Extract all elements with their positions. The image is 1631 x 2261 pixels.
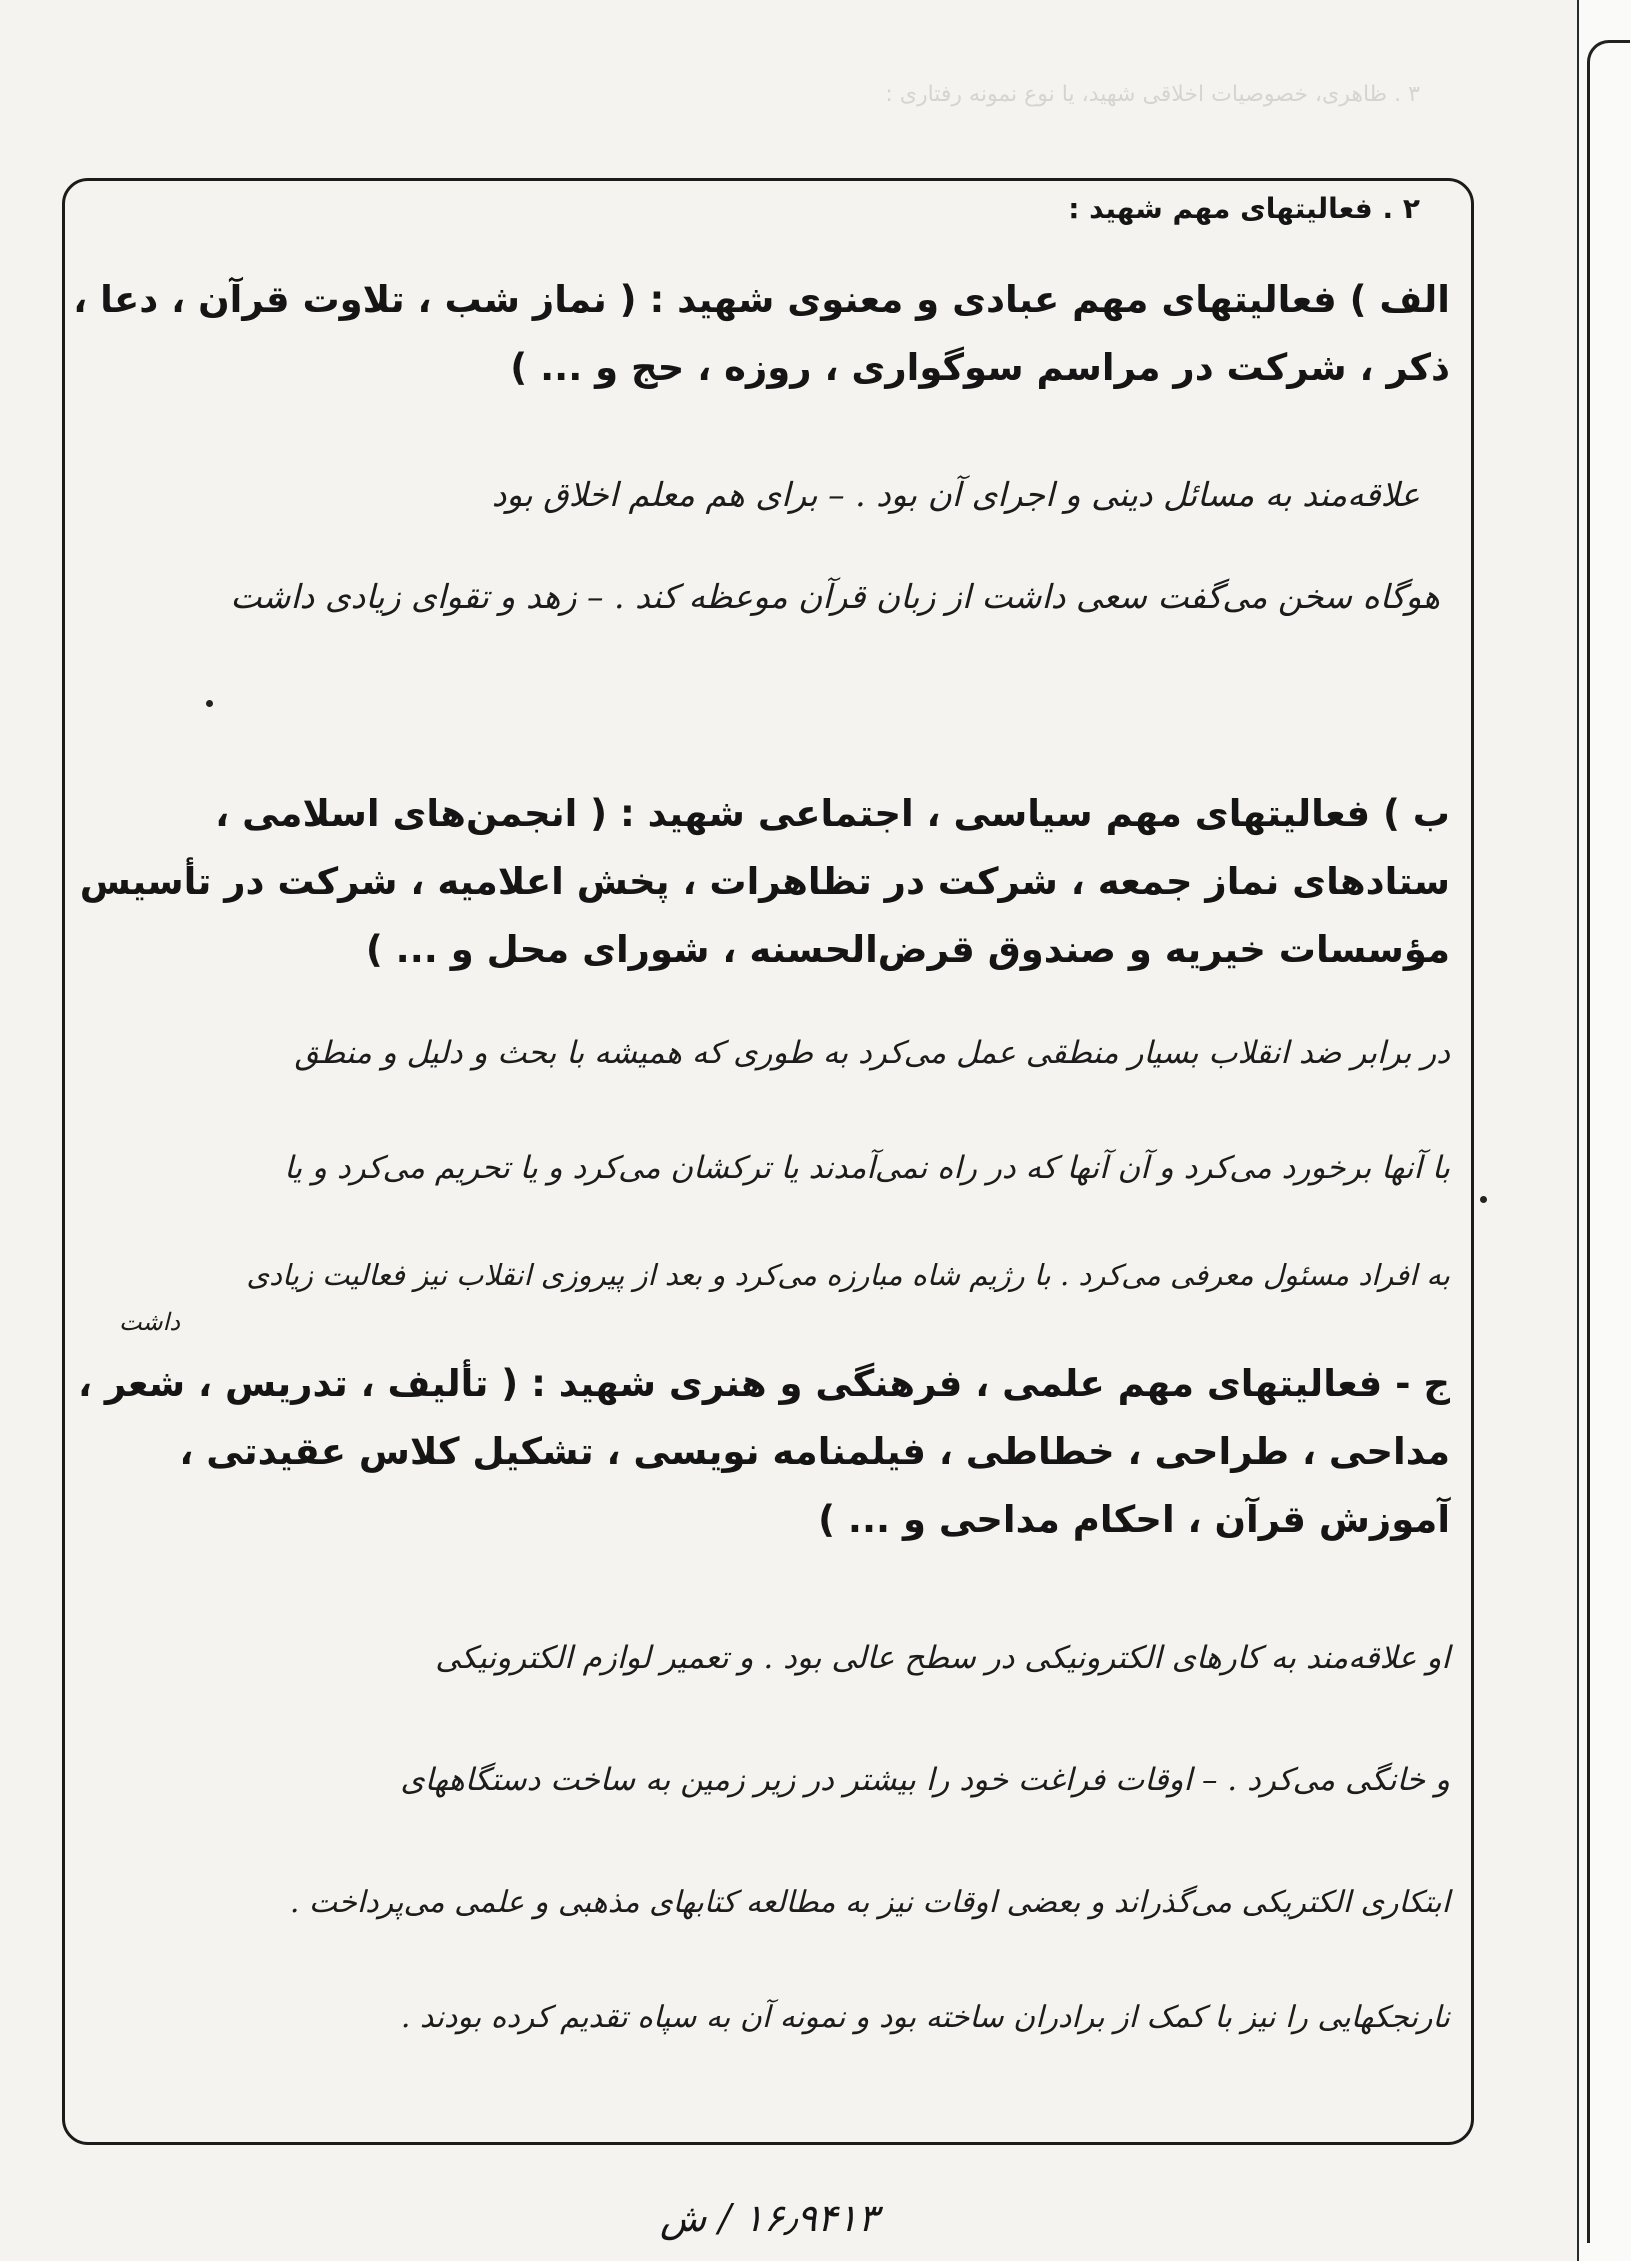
footer-number: ۱۶٫۹۴۱۳ / ش (660, 2196, 879, 2240)
section-b-handwriting-1: در برابر ضد انقلاب بسیار منطقی عمل می‌کرد به طوری که همیشه با بحث و دلیل و منطق (294, 1035, 1450, 1071)
section-b-handwriting-3: به افراد مسئول معرفی می‌کرد . با رژیم شاه مبارزه می‌کرد و بعد از پیروزی انقلاب نیز فعالیت زیادی (246, 1258, 1450, 1292)
section-a-handwriting-2: هوگاه سخن می‌گفت سعی داشت از زبان قرآن موعظه کند . – زهد و تقوای زیادی داشت (230, 577, 1440, 616)
section-b-line-2: ستادهای نماز جمعه ، شرکت در تظاهرات ، پخش اعلامیه ، شرکت در تأسیس (79, 860, 1450, 903)
ink-dot (206, 700, 213, 707)
section-c-handwriting-1: او علاقه‌مند به کارهای الکترونیکی در سطح عالی بود . و تعمیر لوازم الکترونیکی (435, 1640, 1450, 1676)
section-a-handwriting-1: علاقه‌مند به مسائل دینی و اجرای آن بود . – برای هم معلم اخلاق بود (491, 475, 1420, 514)
section-c-printed (77, 1350, 1450, 1554)
ink-dot (1480, 1196, 1487, 1203)
section-b-handwriting-2: با آنها برخورد می‌کرد و آن آنها که در راه نمی‌آمدند یا ترکشان می‌کرد و یا تحریم می‌کرد و یا (284, 1150, 1450, 1186)
section-b-line-1: ب ) فعالیتهای مهم سیاسی ، اجتماعی شهید : ( انجمن‌های اسلامی ، (215, 792, 1450, 835)
page-heading: ۲ . فعالیتهای مهم شهید : (1068, 192, 1420, 225)
adjacent-page-edge (1577, 0, 1631, 2261)
section-a-printed (73, 266, 1450, 402)
section-b-line-3: مؤسسات خیریه و صندوق قرض‌الحسنه ، شورای محل و ... ) (365, 928, 1450, 971)
section-c-line-3: آموزش قرآن ، احکام مداحی و ... ) (818, 1498, 1450, 1541)
bleed-through-text: ۳ . ظاهری، خصوصیات اخلاقی شهید، یا نوع نمونه رفتاری : (885, 82, 1420, 107)
section-c-line-1: ج - فعالیتهای مهم علمی ، فرهنگی و هنری شهید : ( تألیف ، تدریس ، شعر ، (77, 1362, 1450, 1405)
section-c-handwriting-3: ابتکاری الکتریکی می‌گذراند و بعضی اوقات نیز به مطالعه کتابهای مذهبی و علمی می‌پرداخت . (289, 1885, 1450, 1920)
section-a-line-2: ذکر ، شرکت در مراسم سوگواری ، روزه ، حج و ... ) (510, 346, 1450, 389)
section-c-handwriting-4: نارنجکهایی را نیز با کمک از برادران ساخته بود و نمونه آن به سپاه تقدیم کرده بودند . (400, 2000, 1450, 2035)
section-c-line-2: مداحی ، طراحی ، خطاطی ، فیلمنامه نویسی ، تشکیل کلاس عقیدتی ، (179, 1430, 1450, 1473)
section-a-line-1: الف ) فعالیتهای مهم عبادی و معنوی شهید : ( نماز شب ، تلاوت قرآن ، دعا ، (73, 278, 1450, 321)
section-b-handwriting-4: داشت (118, 1308, 180, 1336)
section-c-handwriting-2: و خانگی می‌کرد . – اوقات فراغت خود را بیشتر در زیر زمین به ساخت دستگاههای (400, 1762, 1450, 1798)
section-b-printed (79, 780, 1450, 984)
